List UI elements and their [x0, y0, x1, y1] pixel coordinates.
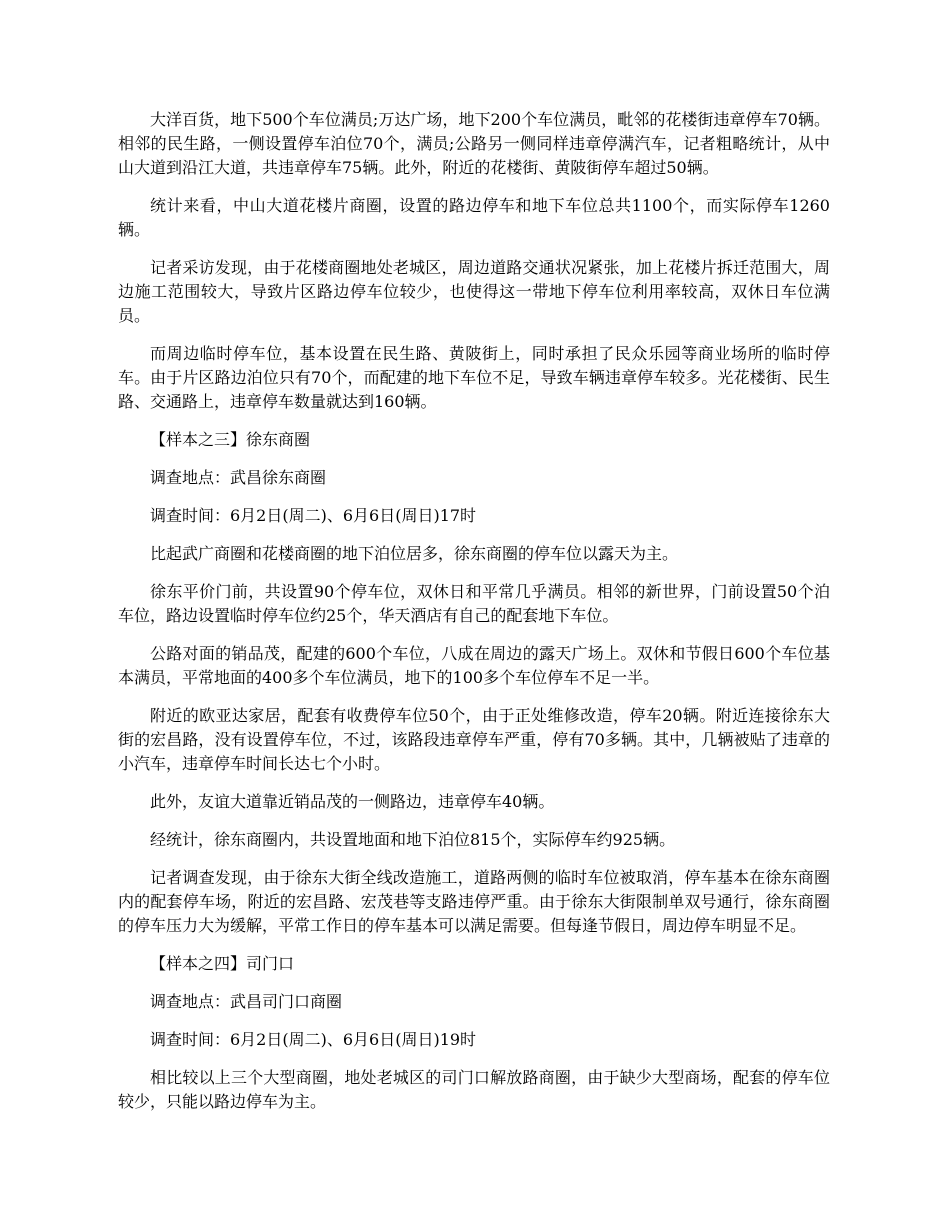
section-heading: 【样本之四】司门口 — [150, 954, 295, 973]
paragraph: 相比较以上三个大型商圈，地处老城区的司门口解放路商圈，由于缺少大型商场，配套的停车位较少，只能以路边停车为主。 — [118, 1068, 830, 1111]
section-heading: 【样本之三】徐东商圈 — [150, 430, 311, 449]
paragraph: 经统计，徐东商圈内，共设置地面和地下泊位815个，实际停车约925辆。 — [150, 830, 676, 849]
paragraph: 记者调查发现，由于徐东大街全线改造施工，道路两侧的临时车位被取消，停车基本在徐东商圈内的配套停车场，附近的宏昌路、宏茂巷等支路违停严重。由于徐东大街限制单双号通行，徐东商圈的停车压力大为缓解，平常工作日的停车基本可以满足需要。但每逢节假日，周边停车明显不足。 — [118, 868, 830, 935]
paragraph: 此外，友谊大道靠近销品茂的一侧路边，违章停车40辆。 — [150, 792, 555, 811]
paragraph: 统计来看，中山大道花楼片商圈，设置的路边停车和地下车位总共1100个，而实际停车1260辆。 — [118, 196, 830, 239]
paragraph: 附近的欧亚达家居，配套有收费停车位50个，由于正处维修改造，停车20辆。附近连接徐东大街的宏昌路，没有设置停车位，不过，该路段违章停车严重，停有70多辆。其中，几辆被贴了违章的小汽车，违章停车时间长达七个小时。 — [118, 706, 830, 773]
survey-location: 调查地点：武昌徐东商圈 — [150, 468, 327, 487]
document-body — [118, 108, 830, 1128]
survey-location: 调查地点：武昌司门口商圈 — [150, 992, 343, 1011]
paragraph: 公路对面的销品茂，配建的600个车位，八成在周边的露天广场上。双休和节假日600个车位基本满员，平常地面的400多个车位满员，地下的100多个车位停车不足一半。 — [118, 644, 830, 687]
paragraph: 大洋百货，地下500个车位满员;万达广场，地下200个车位满员，毗邻的花楼街违章停车70辆。相邻的民生路，一侧设置停车泊位70个，满员;公路另一侧同样违章停满汽车，记者粗略统计，从中山大道到沿江大道，共违章停车75辆。此外，附近的花楼街、黄陂街停车超过50辆。 — [118, 110, 830, 177]
survey-time: 调查时间：6月2日(周二)、6月6日(周日)19时 — [150, 1030, 477, 1049]
paragraph: 记者采访发现，由于花楼商圈地处老城区，周边道路交通状况紧张，加上花楼片拆迁范围大，周边施工范围较大，导致片区路边停车位较少，也使得这一带地下停车位利用率较高，双休日车位满员。 — [118, 258, 830, 325]
paragraph: 徐东平价门前，共设置90个停车位，双休日和平常几乎满员。相邻的新世界，门前设置50个泊车位，路边设置临时停车位约25个，华天酒店有自己的配套地下车位。 — [118, 582, 830, 625]
survey-time: 调查时间：6月2日(周二)、6月6日(周日)17时 — [150, 506, 477, 525]
paragraph: 比起武广商圈和花楼商圈的地下泊位居多，徐东商圈的停车位以露天为主。 — [150, 544, 679, 563]
paragraph: 而周边临时停车位，基本设置在民生路、黄陂街上，同时承担了民众乐园等商业场所的临时停车。由于片区路边泊位只有70个，而配建的地下车位不足，导致车辆违章停车较多。光花楼街、民生路、交通路上，违章停车数量就达到160辆。 — [118, 344, 830, 411]
